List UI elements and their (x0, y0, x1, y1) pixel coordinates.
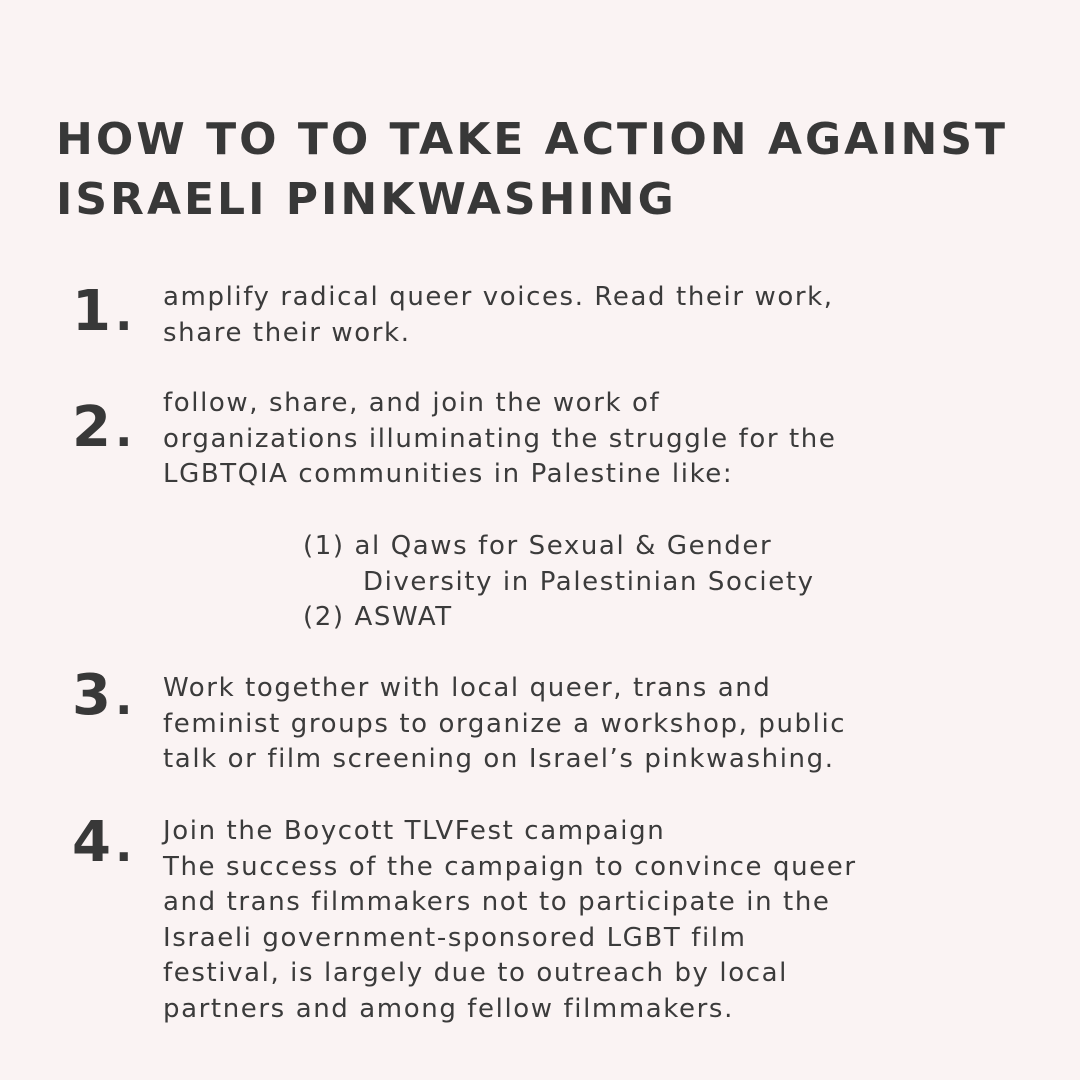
list-item-3 (163, 671, 1053, 778)
item-line: share their work. (163, 317, 411, 348)
organization-item: (1) al Qaws for Sexual & Gender (303, 531, 773, 561)
item-line: and trans filmmakers not to participate in the (163, 887, 831, 917)
organization-item-continued: Diversity in Palestinian Society (363, 566, 815, 597)
list-item-1 (163, 280, 1053, 351)
list-item-2 (163, 386, 1053, 493)
page-title (56, 110, 1046, 230)
item-line: festival, is largely due to outreach by local (163, 958, 788, 988)
item-line: partners and among fellow filmmakers. (163, 993, 734, 1024)
item-line: Israeli government-sponsored LGBT film (163, 922, 747, 953)
item-line: feminist groups to organize a workshop, public (163, 708, 847, 739)
item-line: organizations illuminating the struggle for the (163, 423, 837, 454)
title-line: ISRAELI PINKWASHING (56, 174, 677, 225)
item-line: The success of the campaign to convince queer (163, 851, 857, 882)
title-line: HOW TO TO TAKE ACTION AGAINST (56, 114, 1009, 165)
item-line: amplify radical queer voices. Read their work, (163, 282, 834, 312)
item-line: talk or film screening on Israel’s pinkwashing. (163, 744, 835, 774)
item-number: 1. (72, 279, 133, 344)
item-line: follow, share, and join the work of (163, 388, 661, 418)
item-line: Work together with local queer, trans and (163, 673, 772, 703)
item-number: 2. (72, 395, 133, 460)
item-line: LGBTQIA communities in Palestine like: (163, 459, 734, 489)
item-number: 4. (72, 810, 133, 875)
organization-list (303, 529, 1003, 636)
item-line: Join the Boycott TLVFest campaign (163, 816, 666, 846)
item-number: 3. (72, 663, 133, 728)
organization-item: (2) ASWAT (303, 602, 453, 632)
list-item-4 (163, 814, 1053, 1027)
